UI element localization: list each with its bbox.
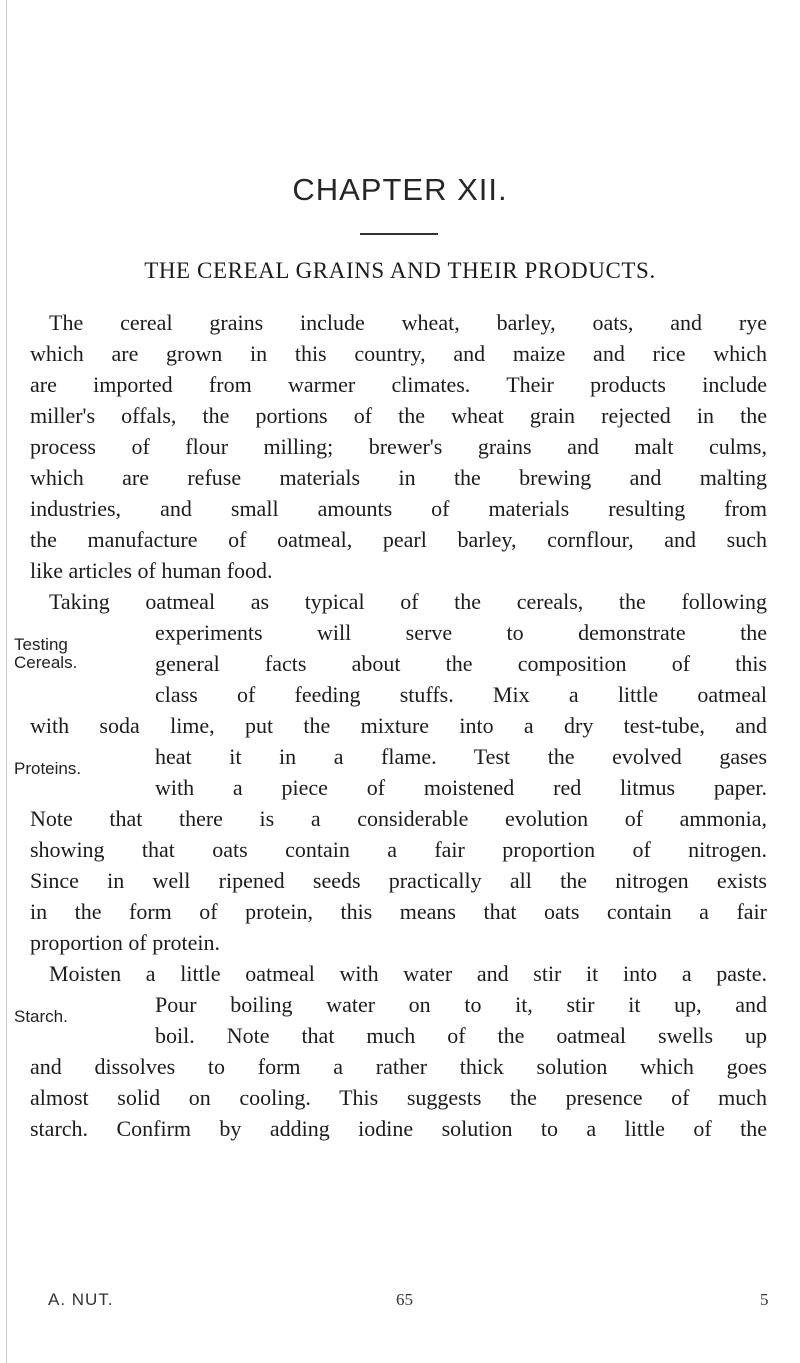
title-divider bbox=[360, 233, 438, 235]
text-line: with soda lime, put the mixture into a dry test-tube, and bbox=[30, 713, 767, 738]
margin-note-line: Cereals. bbox=[14, 653, 78, 672]
text-line: Note that there is a considerable evolution of ammonia, bbox=[30, 806, 767, 831]
chapter-title: CHAPTER XII. bbox=[292, 172, 508, 207]
text-line: class of feeding stuffs. Mix a little oatmeal bbox=[155, 682, 767, 707]
text-line: Since in well ripened seeds practically all the nitrogen exists bbox=[30, 868, 767, 893]
text-line: Pour boiling water on to it, stir it up, and bbox=[155, 992, 767, 1017]
text-line: almost solid on cooling. This suggests the presence of much bbox=[30, 1085, 767, 1110]
text-line: Taking oatmeal as typical of the cereals, the following bbox=[49, 589, 767, 614]
page-number: 65 bbox=[396, 1290, 413, 1309]
text-line: miller's offals, the portions of the wheat grain rejected in the bbox=[30, 403, 767, 428]
text-line: The cereal grains include wheat, barley, oats, and rye bbox=[49, 310, 767, 335]
footer-signature: A. NUT. bbox=[48, 1290, 114, 1309]
margin-note-line: Testing bbox=[14, 635, 68, 654]
text-line: and dissolves to form a rather thick solution which goes bbox=[30, 1054, 767, 1079]
chapter-heading: THE CEREAL GRAINS AND THEIR PRODUCTS. bbox=[144, 258, 656, 283]
margin-note-testing bbox=[14, 636, 77, 672]
text-line: industries, and small amounts of materials resulting from bbox=[30, 496, 767, 521]
text-line: starch. Confirm by adding iodine solution to a little of the bbox=[30, 1116, 767, 1141]
text-line: with a piece of moistened red litmus paper. bbox=[155, 775, 767, 800]
text-line: experiments will serve to demonstrate the bbox=[155, 620, 767, 645]
text-line: in the form of protein, this means that oats contain a fair bbox=[30, 899, 767, 924]
text-line: which are grown in this country, and maize and rice which bbox=[30, 341, 767, 366]
text-line: boil. Note that much of the oatmeal swells up bbox=[155, 1023, 767, 1048]
text-line: like articles of human food. bbox=[30, 558, 273, 583]
text-line: general facts about the composition of this bbox=[155, 651, 767, 676]
text-line: which are refuse materials in the brewing and malting bbox=[30, 465, 767, 490]
text-line: the manufacture of oatmeal, pearl barley, cornflour, and such bbox=[30, 527, 767, 552]
text-line: proportion of protein. bbox=[30, 930, 221, 955]
text-line: heat it in a flame. Test the evolved gases bbox=[155, 744, 767, 769]
text-line: showing that oats contain a fair proportion of nitrogen. bbox=[30, 837, 767, 862]
margin-note-starch: Starch. bbox=[14, 1007, 68, 1026]
text-line: process of flour milling; brewer's grains and malt culms, bbox=[30, 434, 767, 459]
margin-note-proteins: Proteins. bbox=[14, 759, 82, 778]
sheet-number: 5 bbox=[760, 1290, 769, 1309]
text-line: are imported from warmer climates. Their products include bbox=[30, 372, 767, 397]
text-line: Moisten a little oatmeal with water and stir it into a paste. bbox=[49, 961, 767, 986]
